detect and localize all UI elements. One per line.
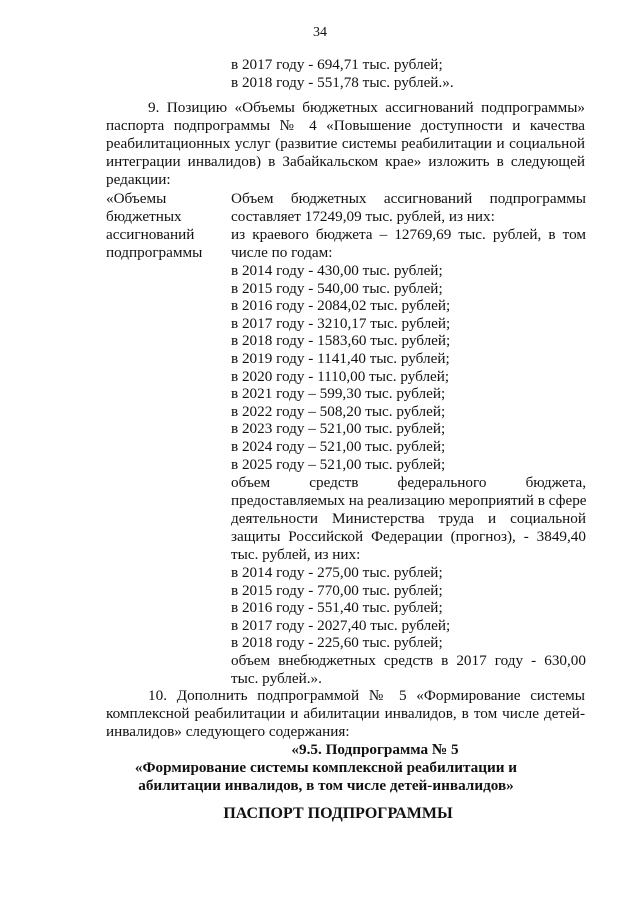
subprogram-title-line: абилитации инвалидов, в том числе детей-инвалидов»	[138, 777, 514, 794]
label-line: ассигнований	[106, 226, 195, 244]
content-line: объем средств федерального бюджета,	[231, 474, 586, 491]
year-line: в 2023 году – 521,00 тыс. рублей;	[231, 420, 446, 438]
year-line: в 2020 году - 1110,00 тыс. рублей;	[231, 367, 450, 385]
year-line: в 2021 году – 599,30 тыс. рублей;	[231, 385, 446, 403]
content-line: тыс. рублей, из них:	[231, 546, 361, 563]
federal-years-list	[231, 564, 586, 652]
paragraph-line: интеграции инвалидов) в Забайкальском крае» изложить в следующей	[106, 153, 585, 170]
year-line: в 2015 году - 540,00 тыс. рублей;	[231, 279, 443, 297]
subprogram-heading: «9.5. Подпрограмма № 5	[291, 741, 459, 758]
budget-label	[106, 190, 216, 262]
year-line: в 2025 году – 521,00 тыс. рублей;	[231, 455, 446, 473]
paragraph-line: 10. Дополнить подпрограммой № 5 «Формирование системы	[148, 687, 585, 704]
label-line: «Объемы	[106, 190, 167, 207]
paragraph-line: комплексной реабилитации и абилитации инвалидов, в том числе детей-	[106, 705, 585, 722]
text-line: в 2018 году - 551,78 тыс. рублей.».	[231, 74, 454, 91]
paragraph-line: редакции:	[106, 171, 171, 188]
paragraph-line: реабилитационных услуг (развитие системы реабилитации и социальной	[106, 135, 585, 152]
content-line: составляет 17249,09 тыс. рублей, из них:	[231, 208, 495, 225]
content-line: Объем бюджетных ассигнований подпрограммы	[231, 190, 586, 207]
regional-years-list	[231, 262, 586, 473]
text-line: в 2017 году - 694,71 тыс. рублей;	[231, 56, 443, 73]
paragraph-line: паспорта подпрограммы № 4 «Повышение доступности и качества	[106, 117, 585, 134]
year-line: в 2016 году - 551,40 тыс. рублей;	[231, 599, 443, 617]
content-line: из краевого бюджета – 12769,69 тыс. рублей, в том	[231, 226, 586, 243]
label-line: подпрограммы	[106, 244, 203, 262]
passport-title: ПАСПОРТ ПОДПРОГРАММЫ	[223, 805, 453, 822]
page-number: 34	[313, 25, 327, 40]
content-line: предоставляемых на реализацию мероприятий в сфере	[231, 492, 587, 509]
paragraph-line: 9. Позицию «Объемы бюджетных ассигнований подпрограммы»	[148, 99, 585, 116]
year-line: в 2016 году - 2084,02 тыс. рублей;	[231, 297, 451, 315]
year-line: в 2015 году - 770,00 тыс. рублей;	[231, 581, 443, 599]
content-line: тыс. рублей.».	[231, 670, 322, 687]
content-line: деятельности Министерства труда и социальной	[231, 510, 586, 527]
year-line: в 2014 году - 275,00 тыс. рублей;	[231, 564, 443, 581]
year-line: в 2017 году - 2027,40 тыс. рублей;	[231, 616, 451, 634]
year-line: в 2018 году - 225,60 тыс. рублей;	[231, 634, 443, 652]
label-line: бюджетных	[106, 208, 182, 226]
year-line: в 2018 году - 1583,60 тыс. рублей;	[231, 332, 451, 350]
year-line: в 2022 году – 508,20 тыс. рублей;	[231, 402, 446, 420]
year-line: в 2017 году - 3210,17 тыс. рублей;	[231, 314, 451, 332]
content-line: числе по годам:	[231, 244, 333, 261]
year-line: в 2024 году – 521,00 тыс. рублей;	[231, 437, 446, 455]
year-line: в 2019 году - 1141,40 тыс. рублей;	[231, 349, 450, 367]
year-line: в 2014 году - 430,00 тыс. рублей;	[231, 262, 443, 279]
paragraph-line: инвалидов» следующего содержания:	[106, 723, 350, 740]
content-line: защиты Российской Федерации (прогноз), - 3849,40	[231, 528, 586, 545]
content-line: объем внебюджетных средств в 2017 году - 630,00	[231, 652, 586, 669]
subprogram-title-line: «Формирование системы комплексной реабилитации и	[134, 759, 518, 776]
